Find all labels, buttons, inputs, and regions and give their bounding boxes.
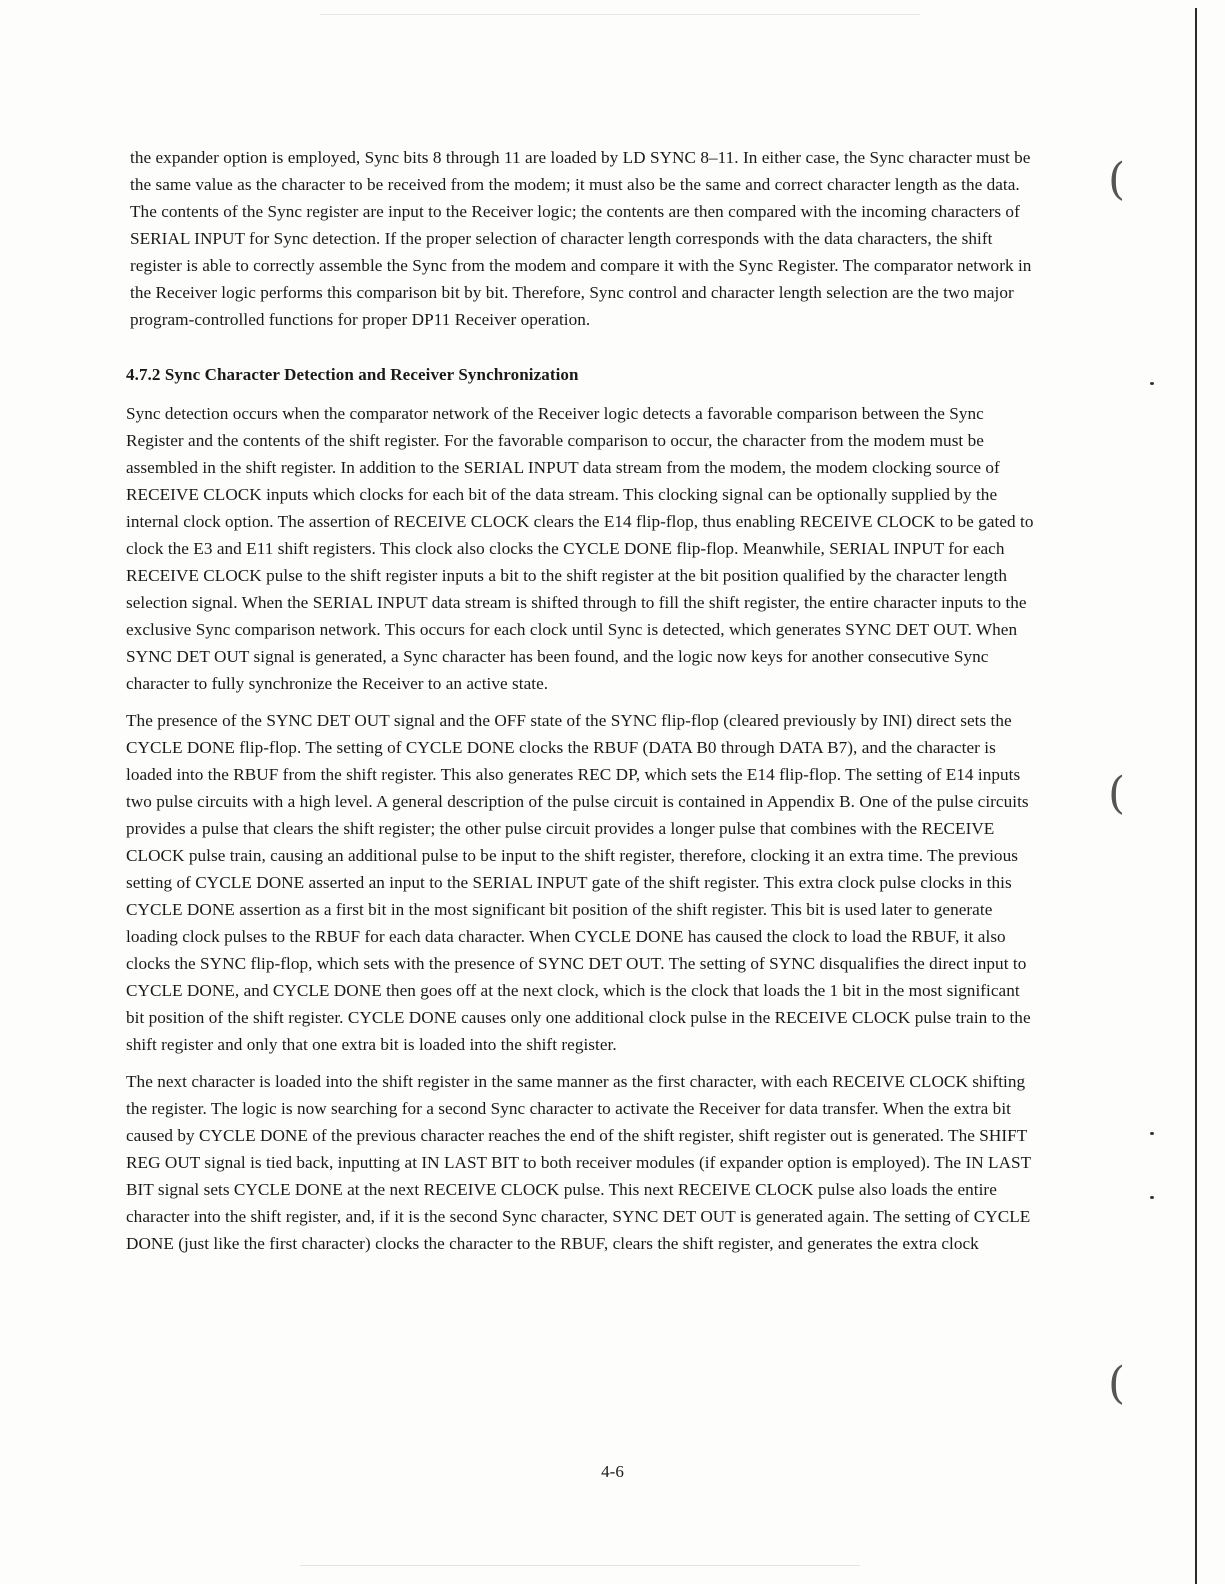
paragraph-4: The next character is loaded into the shift register in the same manner as the first character, with each RECEIVE CLOCK shifting the register. The logic is now searching for a second Sync character to activate the Receiver for data transfer. When the extra bit caused by CYCLE DONE of the previous character reaches the end of the shift register, shift register out is generated. The SHIFT REG OUT signal is tied back, inputting at IN LAST BIT to both receiver modules (if expander option is employed). The IN LAST BIT signal sets CYCLE DONE at the next RECEIVE CLOCK pulse. This next RECEIVE CLOCK pulse also loads the entire character into the shift register, and, if it is the second Sync character, SYNC DET OUT is generated again. The setting of CYCLE DONE (just like the first character) clocks the character to the RBUF, clears the shift register, and generates the extra clock <box>126 1072 1031 1253</box>
scan-top-rule <box>320 14 920 15</box>
paragraph-2: Sync detection occurs when the comparator network of the Receiver logic detects a favorable comparison between the Sync Register and the contents of the shift register. For the favorable comparison to occur, the character from the modem must be assembled in the shift register. In addition to the SERIAL INPUT data stream from the modem, the modem clocking source of RECEIVE CLOCK inputs which clocks for each bit of the data stream. This clocking signal can be optionally supplied by the internal clock option. The assertion of RECEIVE CLOCK clears the E14 flip-flop, thus enabling RECEIVE CLOCK to be gated to clock the E3 and E11 shift registers. This clock also clocks the CYCLE DONE flip-flop. Meanwhile, SERIAL INPUT for each RECEIVE CLOCK pulse to the shift register inputs a bit to the shift register at the bit position qualified by the character length selection signal. When the SERIAL INPUT data stream is shifted through to fill the shift register, the entire character inputs to the exclusive Sync comparison network. This occurs for each clock until Sync is detected, which generates SYNC DET OUT. When SYNC DET OUT signal is generated, a Sync character has been found, and the logic now keys for another consecutive Sync character to fully synchronize the Receiver to an active state. <box>126 404 1034 693</box>
page-right-edge <box>1195 8 1197 1584</box>
section-heading <box>126 361 1041 388</box>
margin-punch-mark: ( <box>1108 768 1126 819</box>
margin-punch-mark: ( <box>1108 154 1126 205</box>
margin-dot <box>1150 1196 1154 1199</box>
page-number: 4-6 <box>601 1462 624 1481</box>
section-number: 4.7.2 <box>126 365 161 384</box>
paragraph-1: the expander option is employed, Sync bits 8 through 11 are loaded by LD SYNC 8–11. In either case, the Sync character must be the same value as the character to be received from the modem; it must also be the same and correct character length as the data. The contents of the Sync register are input to the Receiver logic; the contents are then compared with the incoming characters of SERIAL INPUT for Sync detection. If the proper selection of character length corresponds with the data characters, the shift register is able to correctly assemble the Sync from the modem and compare it with the Sync Register. The comparator network in the Receiver logic performs this comparison bit by bit. Therefore, Sync control and character length selection are the two major program-controlled functions for proper DP11 Receiver operation. <box>130 148 1032 329</box>
margin-punch-mark: ( <box>1108 1358 1126 1409</box>
scan-bottom-rule <box>300 1565 860 1566</box>
margin-dot <box>1150 1132 1154 1135</box>
document-body <box>126 144 1041 1267</box>
section-title: Sync Character Detection and Receiver Synchronization <box>164 365 579 384</box>
paragraph-3: The presence of the SYNC DET OUT signal and the OFF state of the SYNC flip-flop (cleared previously by INI) direct sets the CYCLE DONE flip-flop. The setting of CYCLE DONE clocks the RBUF (DATA B0 through DATA B7), and the character is loaded into the RBUF from the shift register. This also generates REC DP, which sets the E14 flip-flop. The setting of E14 inputs two pulse circuits with a high level. A general description of the pulse circuit is contained in Appendix B. One of the pulse circuits provides a pulse that clears the shift register; the other pulse circuit provides a longer pulse that combines with the RECEIVE CLOCK pulse train, causing an additional pulse to be input to the shift register, therefore, clocking it an extra time. The previous setting of CYCLE DONE asserted an input to the SERIAL INPUT gate of the shift register. This extra clock pulse clocks in this CYCLE DONE assertion as a first bit in the most significant bit position of the shift register. This bit is used later to generate loading clock pulses to the RBUF for each data character. When CYCLE DONE has caused the clock to load the RBUF, it also clocks the SYNC flip-flop, which sets with the presence of SYNC DET OUT. The setting of SYNC disqualifies the direct input to CYCLE DONE, and CYCLE DONE then goes off at the next clock, which is the clock that loads the 1 bit in the most significant bit position of the shift register. CYCLE DONE causes only one additional clock pulse in the RECEIVE CLOCK pulse train to the shift register and only that one extra bit is loaded into the shift register. <box>126 711 1031 1054</box>
margin-dot <box>1150 382 1154 385</box>
